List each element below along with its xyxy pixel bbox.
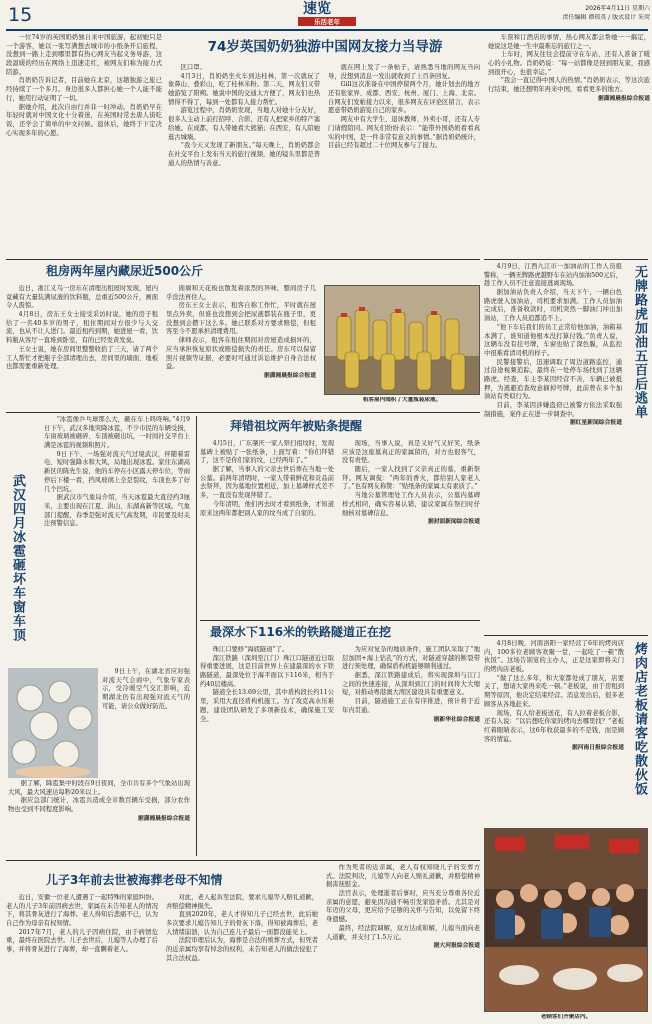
divider bbox=[6, 412, 480, 413]
paragraph: “我今天又发现了新朋友。”每天晚上，肖奶奶都会在社交平台上发布当天的旅行视频，她的镜头里都是普通人的热情与善意。 bbox=[168, 142, 320, 167]
bbq-illustration bbox=[485, 829, 648, 1012]
paragraph: 今年清明，他们再去时才看到纸条，才知道原来这两年都把别人家的坟当成了自家的。 bbox=[200, 500, 334, 517]
paragraph: 法官表示，处理逝者后事时，应当充分尊重各位近亲属的意愿，避免因沟通不畅引发家庭矛盾。尤其是对年迈的父母，更应给予足够的关怀与告知，以免留下终身遗憾。 bbox=[326, 890, 480, 924]
paragraph: 房东王女士表示，租客自称工作忙，平时就在屋里点外卖，但谁也没想到会把尿液都装在瓶子里，更没想到会攒下这么多。她已联系对方要求赔偿，但租客至今不愿承担清理费用。 bbox=[166, 302, 316, 336]
paragraph: 一位74岁的英国奶奶独自来中国旅游，起初她只是一个游客，她以一张写满想去城市的小纸条开启旅程，没想到一路上走到哪里都有热心网友当起义务导游，这段温暖的经历在网络上迅速走红，被网友们称为接力式陪游。 bbox=[6, 34, 162, 76]
paragraph: 珠江口要修“海底隧道”了。 bbox=[212, 646, 289, 653]
divider bbox=[196, 416, 197, 856]
a1-col3 bbox=[328, 64, 480, 256]
article-wrong-grave bbox=[200, 418, 480, 616]
paragraph: 9日上午，在湖北省应对强对流天气会商中，气象专家表示，受冷暖空气交汇影响，近期湖北仍有出现强对流天气的可能，请公众做好防范。 bbox=[102, 668, 190, 710]
article-land-rover bbox=[484, 263, 648, 631]
article-source: 据新华社综合报道 bbox=[433, 716, 480, 723]
paragraph: “他下车后我们的员工正常给他加油，油箱基本满了，谁知道他根本没打算付钱。”负责人说，这辆车没有挂号牌，车窗也贴了深色膜，从监控中很难看清司机的样子。 bbox=[484, 323, 622, 357]
page-header bbox=[0, 0, 652, 26]
paragraph: 直到2020年，老人才得知儿子已经去世，此后她多次要求儿媳告知儿子的骨灰下落，得知被海葬后，老人情绪崩溃，认为自己连儿子最后一面都没能见上。 bbox=[166, 911, 318, 936]
a1-col4 bbox=[488, 34, 650, 256]
article-source: 据封面新闻综合报道 bbox=[427, 519, 480, 526]
a8-col1 bbox=[6, 894, 158, 1022]
paragraph: 王女士说，她在房间里整整收拾了三天，请了两个工人帮忙才把瓶子全部清理出去，房间里的墙面、地板也都需要重新处理。 bbox=[6, 345, 158, 371]
paragraph: 作为死者的近亲属，老人有权知晓儿子的安葬方式。法院判决，儿媳等人向老人赔礼道歉，并赔偿精神损害抚慰金。 bbox=[326, 864, 480, 889]
paragraph: 现场，当事人说，真是又好气又好笑，纸条应该是这座墓真正的家属留的，对方也很客气，没有责怪。 bbox=[342, 440, 480, 465]
article-source: 据潇湘晨报综合报道 bbox=[597, 95, 650, 102]
photo-caption: 租客屋内囤积了大量瓶装尿液。 bbox=[362, 397, 442, 403]
paragraph: 现场，有人给老板送花，有人拉着老板合影，还有人说：“以后想吃你家的烤肉去哪里找？”老板红着眼睛表示，这6年收获最多的不是钱，而是顾客的情谊。 bbox=[484, 709, 624, 743]
a4-body3 bbox=[8, 780, 190, 860]
a2-col2 bbox=[166, 285, 316, 409]
paragraph: 法院审理后认为，海葬是合法的殡葬方式，但死者的近亲属均享有悼念的权利，未告知老人的做法侵犯了其合法权益。 bbox=[166, 937, 318, 962]
paragraph: 4月8日，房东王女士接受采访时说，她的房子租给了一名40多岁的男子，租住期间对方很少与人交流，也从不让人进门。最近租约到期，她进屋一看，饮料瓶从客厅一直堆到卧室，有的已经发黄发臭。 bbox=[6, 311, 158, 345]
a1-col2 bbox=[168, 64, 320, 256]
bottles-illustration bbox=[325, 286, 480, 395]
editor-credits: 责任编辑 谭琼英 / 版式设计 朱荧 bbox=[562, 14, 650, 21]
bbq-photo bbox=[484, 828, 648, 1012]
a7-headline: 烤肉店老板请客吃散伙饭 bbox=[632, 642, 647, 796]
a5-headline: 拜错祖坟两年被贴条提醒 bbox=[230, 419, 363, 433]
paragraph: “做了这么多年，和大家都处成了朋友，店要关了，想请大家再来吃一顿。”老板说，由于房租到期等原因，他决定结束经营。消息发出后，很多老顾客从各地赶来。 bbox=[484, 674, 624, 708]
section-title: 速览 bbox=[303, 1, 331, 17]
paragraph: 据了解，当事人的父亲去世后葬在当地一处公墓。前两年清明时，一家人带着鲜花和贡品前去祭拜，因为墓地位置相近，加上墓碑样式差不多，一直没有发现拜错了。 bbox=[200, 466, 334, 500]
paragraph: 目前，李某因涉嫌盗窃已被警方依法采取强制措施，案件正在进一步调查中。 bbox=[484, 402, 622, 418]
a3-headline: 无牌路虎加油五百后逃单 bbox=[632, 265, 647, 419]
paragraph: 2017年7月，老人的儿子因病住院，由于病情危重，最终在医院去世。儿子去世后，儿媳等人办理了后事，并将骨灰进行了海葬，却一直瞒着老人。 bbox=[6, 928, 158, 954]
a6-headline: 最深水下116米的铁路隧道正在挖 bbox=[210, 625, 392, 639]
a2-headline: 租房两年屋内藏尿近500公斤 bbox=[46, 264, 204, 278]
article-source: 据红星新闻综合报道 bbox=[569, 420, 622, 427]
paragraph: 网友中有大学生、退休教师、外卖小哥，还有人专门请假陪同。网友们纷纷表示：“能带外国奶奶看看真实的中国，是一件非常有意义的事情。”据肖奶奶统计，目前已经有超过二十位网友参与了接力。 bbox=[328, 116, 480, 150]
paragraph: 4月5日，广东肇庆一家人祭扫祖坟时，发现墓碑上被贴了一张纸条，上面写着：“你们拜错了，这不是你们家的坟，已经两年了。” bbox=[200, 440, 334, 465]
paragraph: 就在网上发了一条帖子，请熟悉当地的网友当向导，没想到消息一发出就收到了上百条回复。 bbox=[328, 64, 480, 80]
paragraph: 游览过程中，肖奶奶发现，当地人对她十分友好，很多人主动上前打招呼、合影，还有人把家乡的特产塞给她。在成都，有人带她看大熊猫；在西安，有人陪她逛古城墙。 bbox=[168, 107, 320, 141]
article-source: 据河南日报综合报道 bbox=[571, 745, 624, 752]
bottles-photo bbox=[324, 285, 480, 395]
paragraph: 区口罩。 bbox=[180, 64, 206, 71]
divider bbox=[484, 635, 648, 636]
paragraph: 据她介绍，此次自由行并非一时冲动。肖奶奶早在年轻时就对中国文化十分着迷，在英国时常去唐人街吃饭，还学会了简单的中文问候。退休后，她终于下定决心实现多年的心愿。 bbox=[6, 103, 162, 137]
a2-col1 bbox=[6, 285, 158, 409]
paragraph: 面墙和天花板也散发着浓烈的异味，整间房子几乎没法再住人。 bbox=[166, 285, 316, 301]
paragraph: 据应急部门统计，冰雹共造成全市数百辆车受损，部分农作物也受到不同程度影响。 bbox=[8, 797, 190, 814]
a8-col2 bbox=[166, 894, 318, 1022]
article-bbq-farewell bbox=[484, 640, 648, 1024]
a8-col3 bbox=[326, 864, 480, 1022]
a8-headline: 儿子3年前去世被海葬老母不知情 bbox=[46, 873, 223, 887]
paragraph: 据加油站负责人介绍，当天下午，一辆白色路虎驶入加油站，司机要求加满。工作人员加油完成后，准备收款时，司机突然一脚油门冲出加油站，工作人员追都追不上。 bbox=[484, 289, 622, 323]
article-source: 据大河报综合报道 bbox=[433, 943, 480, 950]
a1-headline: 74岁英国奶奶独游中国网友接力当导游 bbox=[207, 39, 443, 55]
article-source: 据潇湘晨报综合报道 bbox=[137, 815, 190, 822]
a5-col1 bbox=[200, 440, 334, 616]
hail-illustration bbox=[8, 668, 98, 778]
paragraph: “冰雹像乒乓球那么大，砸在车上咚咚响。”4月9日下午，武汉多地突降冰雹，不少市民的车辆受损，车窗玻璃被砸碎、车顶被砸出坑，一时间社交平台上满是冰雹的视频和照片。 bbox=[44, 416, 190, 450]
paragraph: 为应对复杂的地质条件，施工团队采取了“地层加固+海上钻孔”的方式，对隧道穿越的断裂带进行预处理，确保盾构机能够顺利通过。 bbox=[342, 646, 480, 671]
article-sea-burial bbox=[6, 864, 480, 1022]
article-source: 据潇湘晨报综合报道 bbox=[263, 372, 316, 379]
a4-headline: 武汉四月冰雹砸坏车窗车顶 bbox=[9, 474, 25, 642]
paragraph: 随后，一家人找到了父亲真正的墓，重新祭拜。网友调侃：“两年的香火，都给别人家老人了。”也有网友称赞：“贴纸条的家属太有素质了。” bbox=[342, 466, 480, 491]
a4-body bbox=[44, 416, 190, 666]
issue-date: 2026年4月11日 星期六 bbox=[585, 5, 650, 12]
article-british-grandma bbox=[6, 34, 650, 256]
paragraph: 律师表示，租客在租住期间对房屋造成损坏的，应当承担恢复原状或赔偿损失的责任。房东可以保留照片视频等证据，必要时可通过诉讼维护自身合法权益。 bbox=[166, 337, 316, 371]
paragraph: 据了解，降雹集中时段在9日夜间，全市共有多个气象站出现大风，最大风速达每秒20米以上。 bbox=[8, 780, 190, 796]
divider bbox=[484, 259, 648, 260]
paragraph: 4月9日，江西九江市一加油站的工作人员报警称，一辆无牌路虎越野车在站内加油500元后，趁工作人员不注意直接逃离现场。 bbox=[484, 263, 622, 288]
section-banner: 乐活老年 bbox=[298, 17, 356, 26]
page-number: 15 bbox=[8, 4, 33, 26]
a5-col2 bbox=[342, 440, 480, 616]
paragraph: 隧道全长13.69公里，其中盾构段长约11公里，采用大直径盾构机施工。为了攻克高水压难题，建设团队研发了多项新技术，确保施工安全。 bbox=[200, 689, 334, 723]
a1-col1 bbox=[6, 34, 162, 256]
paragraph: 4月3日，肖奶奶坐火车到达桂林，第一次就玩了象鼻山、叠彩山，吃了桂林米粉。第二天，网友们又带她游览了阳朔。她说中国的交通太方便了，网友们也热情得不得了，每到一处都有人接力帮忙。 bbox=[168, 72, 320, 106]
paragraph: 近日，浙江义乌一房东在清理出租屋时发现，屋内竟藏有大量装满尿液的饮料瓶，总重近500公斤，画面令人震惊。 bbox=[6, 285, 158, 310]
paragraph: 最终，经法院调解，双方达成和解，儿媳当面向老人道歉，并支付了1.5万元。 bbox=[326, 924, 480, 941]
paragraph: 4月8日晚，河南洛阳一家经营了6年的烤肉店内，100多位老顾客欢聚一堂，一起吃了一顿“散伙饭”。这场告别宴的主办人，正是这家即将关门的烤肉店老板。 bbox=[484, 640, 624, 674]
paragraph: “我会一直记得中国人的热情。”肖奶奶表示，等这次旅行结束，她还想明年再来中国，看看更多的地方。 bbox=[488, 77, 650, 94]
paragraph: 民警接警后，迅速调取了周边道路监控，通过沿途视频追踪，最终在一处停车场找到了这辆路虎。经查，车主李某因经营不善，车辆已被抵押，为逃避追查故意摘掉号牌，此前曾在多个加油站有类似行为。 bbox=[484, 358, 622, 401]
paragraph: 据武汉市气象局介绍，当天冰雹最大直径约3厘米，主要出现在江夏、洪山、东湖高新等区域。气象部门提醒，春季是强对流天气高发期，市民要及时关注预警信息。 bbox=[44, 494, 190, 528]
a4-body2 bbox=[102, 668, 190, 778]
a3-body bbox=[484, 263, 622, 631]
photo-caption: 老顾客们齐聚店内。 bbox=[540, 1014, 592, 1020]
paragraph: 据悉，深江铁路建成后，将实现深圳与江门之间的快速连接，从深圳到江门的时间将大大缩短，对推动粤港澳大湾区建设具有重要意义。 bbox=[342, 672, 480, 697]
paragraph: 车票和订酒店的事情，热心网友都会帮她一一搞定，她说这是她一生中最难忘的旅行之一。 bbox=[488, 34, 650, 50]
paragraph: 深江铁路（深圳至江门）珠江口隧道近日取得重要进展，这是目前世界上在建最深的水下铁路隧道，最深处位于海平面以下116米，相当于约40层楼高。 bbox=[200, 654, 334, 688]
paragraph: 肖奶奶告诉记者，目前她在北京，这趟独游之旅已经持续了一个多月。身边很多人都担心她一个人能不能行，她用行动证明了一切。 bbox=[6, 77, 162, 102]
paragraph: 当地公墓管理处工作人员表示，公墓内墓碑样式相同，确实容易认错，建议家属在祭扫时仔细核对墓碑信息。 bbox=[342, 492, 480, 517]
article-urine-bottles bbox=[6, 263, 480, 409]
divider bbox=[6, 860, 480, 861]
a6-col1 bbox=[200, 646, 334, 856]
paragraph: 近日，安徽一位老人遭遇了一起特殊的家庭纠纷。老人的儿子3年前因病去世，家属在未告知老人的情况下，将其骨灰进行了海葬。老人得知后悲痛不已，认为自己作为母亲有权知情。 bbox=[6, 894, 158, 928]
paragraph: 对此，老人起诉至法院，要求儿媳等人赔礼道歉，并赔偿精神损失。 bbox=[166, 894, 318, 910]
paragraph: 目前，隧道施工正在有序推进，预计将于近年内贯通。 bbox=[342, 698, 480, 714]
hail-photo bbox=[8, 668, 98, 778]
article-wuhan-hail bbox=[6, 416, 192, 860]
a6-col2 bbox=[342, 646, 480, 856]
article-railway-tunnel bbox=[200, 624, 480, 856]
paragraph: 9日下午，一场强对流天气过境武汉，伴随着雷电、短时强降水和大风，局地出现冰雹。家住东湖高新区的陈先生说，他的车停在小区露天停车位，等雨停后下楼一看，挡风玻璃上全是裂纹，车顶也多了好几个凹坑。 bbox=[44, 450, 190, 493]
divider bbox=[6, 259, 480, 260]
paragraph: 上车时，网友往往会提前守在车站，还有人准备了暖心的小礼物。肖奶奶说：“每一站都像是回到朋友家，我感到很开心，也很幸运。” bbox=[488, 51, 650, 76]
divider bbox=[200, 620, 480, 621]
header-rule bbox=[6, 29, 648, 31]
paragraph: Gill这次准备在中国停留两个月，她计划去的地方还有张家界、成都、西安、杭州、厦门、上海、北京。自网友们发帖接力以来，很多网友在评论区留言，表示愿意带奶奶游览自己的家乡。 bbox=[328, 81, 480, 115]
a7-body bbox=[484, 640, 624, 824]
